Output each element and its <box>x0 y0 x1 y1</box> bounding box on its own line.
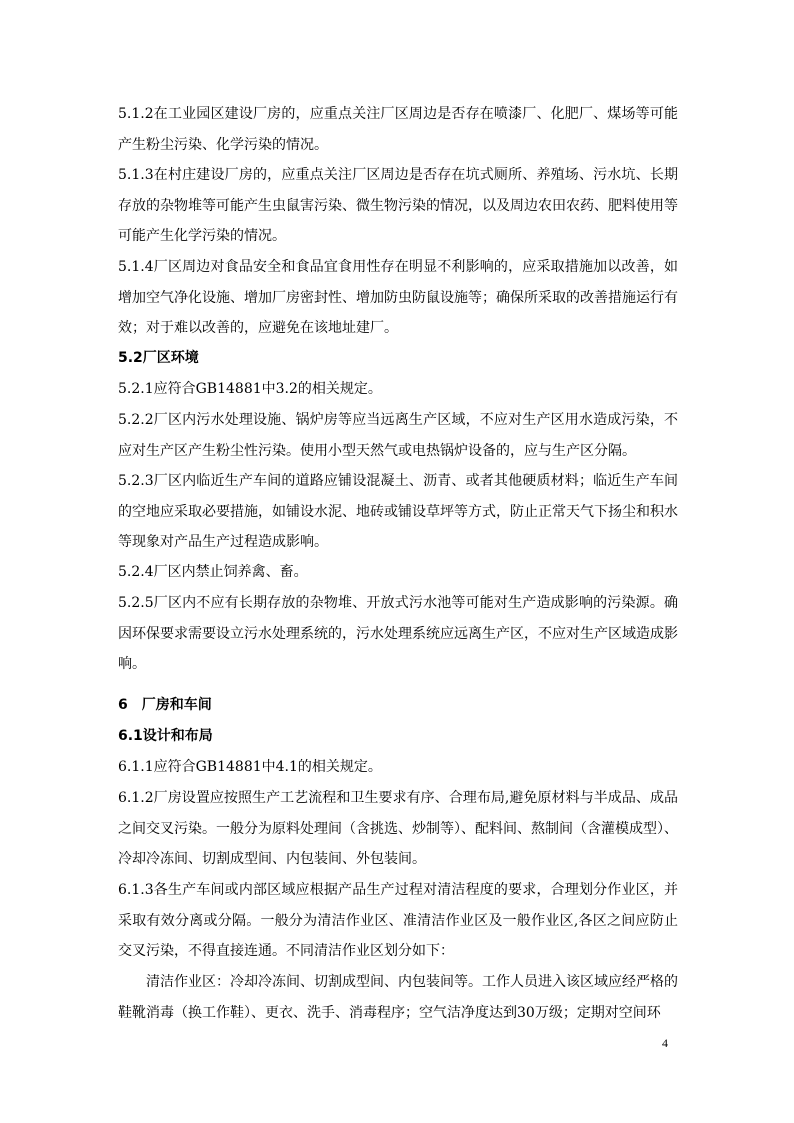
clause-5-2-4: 5.2.4厂区内禁止饲养禽、畜。 <box>118 564 308 580</box>
chapter-heading-6: 6 厂房和车间 <box>118 697 212 713</box>
clause-5-1-3: 5.1.3在村庄建设厂房的，应重点关注厂区周边是否存在坑式厕所、养殖场、污水坑、长期存放的杂物堆等可能产生虫鼠害污染、微生物污染的情况，以及周边农田农药、肥料使用等可能产生化学污染的情况。 <box>118 167 678 244</box>
section-heading-5-2: 5.2厂区环境 <box>118 350 199 366</box>
clean-zone-paragraph: 清洁作业区：冷却冷冻间、切割成型间、内包装间等。工作人员进入该区域应经严格的鞋靴消毒（换工作鞋）、更衣、洗手、消毒程序；空气洁净度达到30万级；定期对空间环 <box>118 974 678 1021</box>
clause-5-2-1: 5.2.1应符合GB14881中3.2的相关规定。 <box>118 381 382 397</box>
clause-5-2-3: 5.2.3厂区内临近生产车间的道路应铺设混凝土、沥青、或者其他硬质材料；临近生产车间的空地应采取必要措施，如铺设水泥、地砖或铺设草坪等方式，防止正常天气下扬尘和积水等现象对产品生产过程造成影响。 <box>118 473 678 550</box>
clause-5-1-2: 5.1.2在工业园区建设厂房的，应重点关注厂区周边是否存在喷漆厂、化肥厂、煤场等可能产生粉尘污染、化学污染的情况。 <box>118 106 678 153</box>
clause-6-1-1: 6.1.1应符合GB14881中4.1的相关规定。 <box>118 759 382 775</box>
clause-5-2-5: 5.2.5厂区内不应有长期存放的杂物堆、开放式污水池等可能对生产造成影响的污染源。确因环保要求需要设立污水处理系统的，污水处理系统应远离生产区，不应对生产区域造成影响。 <box>118 595 678 672</box>
section-heading-6-1: 6.1设计和布局 <box>118 728 213 744</box>
clause-5-1-4: 5.1.4厂区周边对食品安全和食品宜食用性存在明显不利影响的，应采取措施加以改善，如增加空气净化设施、增加厂房密封性、增加防虫防鼠设施等；确保所采取的改善措施运行有效；对于难以改善的，应避免在该地址建厂。 <box>118 259 678 336</box>
clause-5-2-2: 5.2.2厂区内污水处理设施、锅炉房等应当远离生产区域，不应对生产区用水造成污染，不应对生产区产生粉尘性污染。使用小型天然气或电热锅炉设备的，应与生产区分隔。 <box>118 412 678 459</box>
clause-6-1-2: 6.1.2厂房设置应按照生产工艺流程和卫生要求有序、合理布局,避免原材料与半成品、成品之间交叉污染。一般分为原料处理间（含挑选、炒制等）、配料间、熬制间（含灌模成型）、冷却冷冻间、切割成型间、内包装间、外包装间。 <box>118 790 678 867</box>
page-number: 4 <box>662 1036 668 1050</box>
clause-6-1-3: 6.1.3各生产车间或内部区域应根据产品生产过程对清洁程度的要求，合理划分作业区，并采取有效分离或分隔。一般分为清洁作业区、准清洁作业区及一般作业区,各区之间应防止交叉污染，不得直接连通。不同清洁作业区划分如下： <box>118 882 678 959</box>
